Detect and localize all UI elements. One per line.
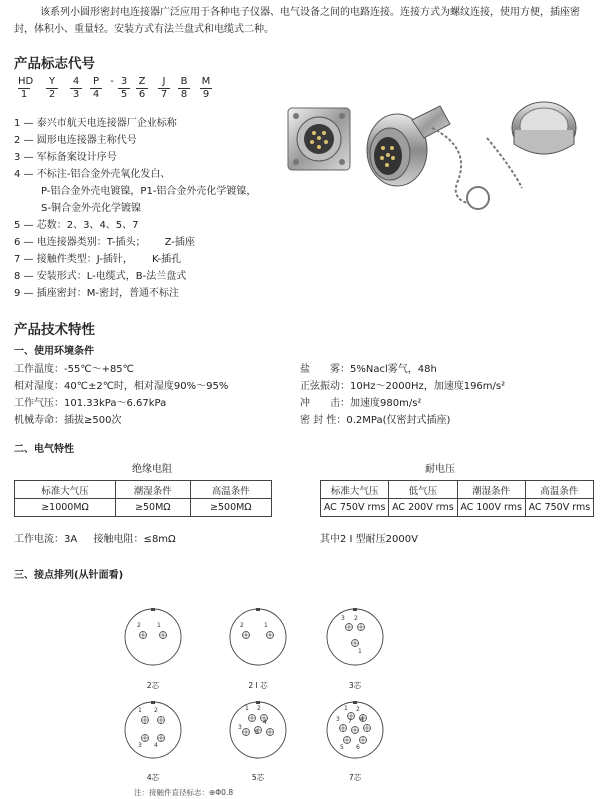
footnote: 注：接触件直径标志：⊕Φ0.8 — [134, 788, 234, 797]
contact-pin — [138, 735, 149, 750]
code-letter: J — [158, 76, 170, 89]
volt-head-0: 标准大气压 — [321, 481, 389, 499]
pin-label: 2 — [137, 622, 141, 629]
legend-item: 6 — 电连接器类别：T-插头； Z-插座 — [14, 237, 195, 248]
voltage-note: 其中2 I 型耐压2000V — [320, 534, 418, 545]
pin-label: 4 — [263, 719, 267, 726]
contact-pin — [240, 622, 250, 639]
pin-label: 2 — [154, 707, 158, 714]
env-item: 工作气压：101.33kPa～6.67kPa — [14, 398, 167, 409]
pin-label: 1 — [344, 705, 348, 712]
code-index: 3 — [72, 89, 80, 100]
code-letter: Z — [136, 76, 148, 89]
contact-pin — [238, 724, 250, 736]
volt-val-1: AC 200V rms — [389, 499, 457, 517]
pin-label: 7 — [348, 718, 352, 725]
code-cell — [118, 76, 130, 101]
code-cell — [70, 76, 82, 101]
connector-photo — [282, 98, 582, 218]
code-index: 5 — [120, 89, 128, 100]
key-notch — [353, 701, 357, 704]
pin-label: 1 — [245, 705, 249, 712]
volt-val-2: AC 100V rms — [457, 499, 525, 517]
legend-item: 1 — 泰兴市航天电连接器厂企业标称 — [14, 118, 177, 129]
insulation-title: 绝缘电阻 — [132, 464, 172, 475]
env-item: 密 封 性：0.2MPa(仅密封式插座) — [300, 415, 451, 426]
pin-label: 1 — [138, 707, 142, 714]
env-right — [300, 361, 505, 429]
volt-val-3: AC 750V rms — [525, 499, 593, 517]
contact-layout-diagram — [121, 605, 185, 669]
legend-item: 9 — 插座密封：M-密封，普通不标注 — [14, 288, 179, 299]
contact-layout-diagram — [226, 698, 290, 762]
layout-caption: 7芯 — [348, 773, 362, 782]
contact-layout-diagram — [323, 605, 387, 669]
volt-head-1: 低气压 — [389, 481, 457, 499]
pin-label: 3 — [341, 615, 345, 622]
legend-item: 2 — 圆形电连接器主称代号 — [14, 135, 137, 146]
code-index: 4 — [92, 89, 100, 100]
legend-item: 8 — 安装形式：L-电缆式，B-法兰盘式 — [14, 271, 187, 282]
layout-caption: 2芯 — [146, 681, 160, 690]
code-index: 1 — [20, 89, 28, 100]
code-index: 2 — [48, 89, 56, 100]
code-cell — [90, 76, 102, 101]
pin-label: 3 — [336, 716, 340, 723]
code-index: 8 — [180, 89, 188, 100]
key-notch — [353, 608, 357, 611]
ins-val-2: ≥500MΩ — [190, 499, 271, 517]
legend-item: S-铜合金外壳化学镀镍 — [41, 203, 141, 214]
pin-label: 1 — [157, 622, 161, 629]
code-cell — [136, 76, 148, 101]
voltage-title: 耐电压 — [425, 464, 455, 475]
pin-label: 2 — [240, 622, 244, 629]
env-item: 盐 雾：5%Nacl雾气，48h — [300, 364, 437, 375]
contact-pin — [336, 716, 347, 732]
layout-title: 三、接点排列(从针面看) — [14, 570, 124, 581]
env-left — [14, 361, 228, 429]
env-item: 相对湿度：40℃±2℃时，相对湿度90%～95% — [14, 381, 229, 392]
connector-outline — [230, 609, 286, 665]
env-item: 工作温度：-55℃～+85℃ — [14, 364, 134, 375]
code-letter: 4 — [70, 76, 82, 89]
pin-label: 5 — [340, 744, 344, 751]
pin-label: 1 — [358, 648, 362, 655]
key-notch — [256, 608, 260, 611]
model-code-legend — [14, 115, 256, 302]
legend-item: P-铝合金外壳电镀镍，P1-铝合金外壳化学镀镍， — [41, 186, 257, 197]
code-cell — [46, 76, 58, 101]
code-letter: Y — [46, 76, 58, 89]
contact-pin — [348, 718, 359, 734]
code-letter: - — [110, 76, 114, 87]
ins-head-1: 潮湿条件 — [116, 481, 191, 499]
section-title-model: 产品标志代号 — [14, 56, 95, 72]
key-notch — [151, 701, 155, 704]
connector-outline — [125, 609, 181, 665]
pin-label: 2 — [354, 615, 358, 622]
contact-pin — [356, 737, 367, 752]
pin-label: 3 — [238, 724, 242, 731]
ins-head-2: 高温条件 — [190, 481, 271, 499]
pin-label: 1 — [264, 622, 268, 629]
legend-item: 5 — 芯数：2、3、4、5、7 — [14, 220, 139, 231]
elec-title: 二、电气特性 — [14, 444, 74, 455]
contact-pin — [341, 615, 353, 631]
code-cell — [158, 76, 170, 101]
legend-item: 4 — 不标注-铝合金外壳氧化发白、 — [14, 169, 171, 180]
contact-pin — [138, 707, 149, 724]
contact-pin — [137, 622, 147, 639]
env-item: 机械寿命：插拔≥500次 — [14, 415, 122, 426]
env-title: 一、使用环境条件 — [14, 346, 94, 357]
contact-pin — [245, 705, 256, 722]
ins-head-0: 标准大气压 — [15, 481, 116, 499]
code-letter: HD — [18, 76, 34, 87]
pin-label: 4 — [360, 716, 364, 723]
code-letter: 3 — [118, 76, 130, 89]
code-cell — [200, 76, 212, 101]
layout-caption: 2 I 芯 — [248, 681, 268, 690]
key-notch — [256, 701, 260, 704]
pin-label: 6 — [356, 744, 360, 751]
env-item: 正弦振动：10Hz～2000Hz，加速度196m/s² — [300, 381, 506, 392]
volt-head-2: 潮湿条件 — [457, 481, 525, 499]
code-index: 6 — [138, 89, 146, 100]
section-title-tech: 产品技术特性 — [14, 322, 95, 338]
ins-val-1: ≥50MΩ — [116, 499, 191, 517]
contact-pin — [255, 727, 262, 737]
pin-label: 2 — [257, 705, 261, 712]
code-index: 7 — [160, 89, 168, 100]
legend-item: 3 — 军标备案设计序号 — [14, 152, 117, 163]
pin-label: 2 — [356, 706, 360, 713]
key-notch — [151, 608, 155, 611]
code-letter: M — [201, 76, 211, 87]
contact-layout-diagram — [323, 698, 387, 762]
contact-pin — [340, 737, 351, 752]
volt-head-3: 高温条件 — [525, 481, 593, 499]
code-cell — [18, 76, 34, 101]
code-letter: P — [90, 76, 102, 89]
contact-pin — [354, 615, 365, 631]
contact-pin — [264, 622, 274, 639]
volt-val-0: AC 750V rms — [321, 499, 389, 517]
connector-outline — [125, 702, 181, 758]
contact-layout-diagram — [121, 698, 185, 762]
contact-pin — [154, 735, 165, 750]
env-item: 冲 击：加速度980m/s² — [300, 398, 422, 409]
ins-val-0: ≥1000MΩ — [15, 499, 116, 517]
intro-paragraph: 该系列小圆形密封电连接器广泛应用于各种电子仪器、电气设备之间的电路连接。连接方式为螺纹连接，使用方便，插座密封，体积小、重量轻。安装方式有法兰盘式和电缆式二种。 — [14, 7, 580, 35]
code-cell — [106, 76, 118, 88]
code-letter: B — [178, 76, 190, 89]
contact-layout-diagram — [226, 605, 290, 669]
current-line: 工作电流：3A 接触电阻：≤8mΩ — [14, 534, 176, 545]
legend-item: 7 — 接触件类型：J-插针， K-插孔 — [14, 254, 182, 265]
model-code — [18, 76, 228, 106]
pin-label: 3 — [138, 742, 142, 749]
contact-pin — [263, 719, 274, 736]
layout-caption: 4芯 — [146, 773, 160, 782]
contact-pin — [154, 707, 165, 724]
pin-label: 4 — [154, 742, 158, 749]
pin-label: 5 — [255, 729, 259, 736]
layout-caption: 3芯 — [348, 681, 362, 690]
contact-pin — [157, 622, 167, 639]
code-cell — [178, 76, 190, 101]
contact-pin — [360, 716, 371, 732]
contact-pin — [352, 640, 363, 656]
voltage-table — [320, 480, 594, 517]
code-index: 9 — [202, 89, 210, 100]
insulation-table — [14, 480, 272, 517]
layout-caption: 5芯 — [251, 773, 265, 782]
